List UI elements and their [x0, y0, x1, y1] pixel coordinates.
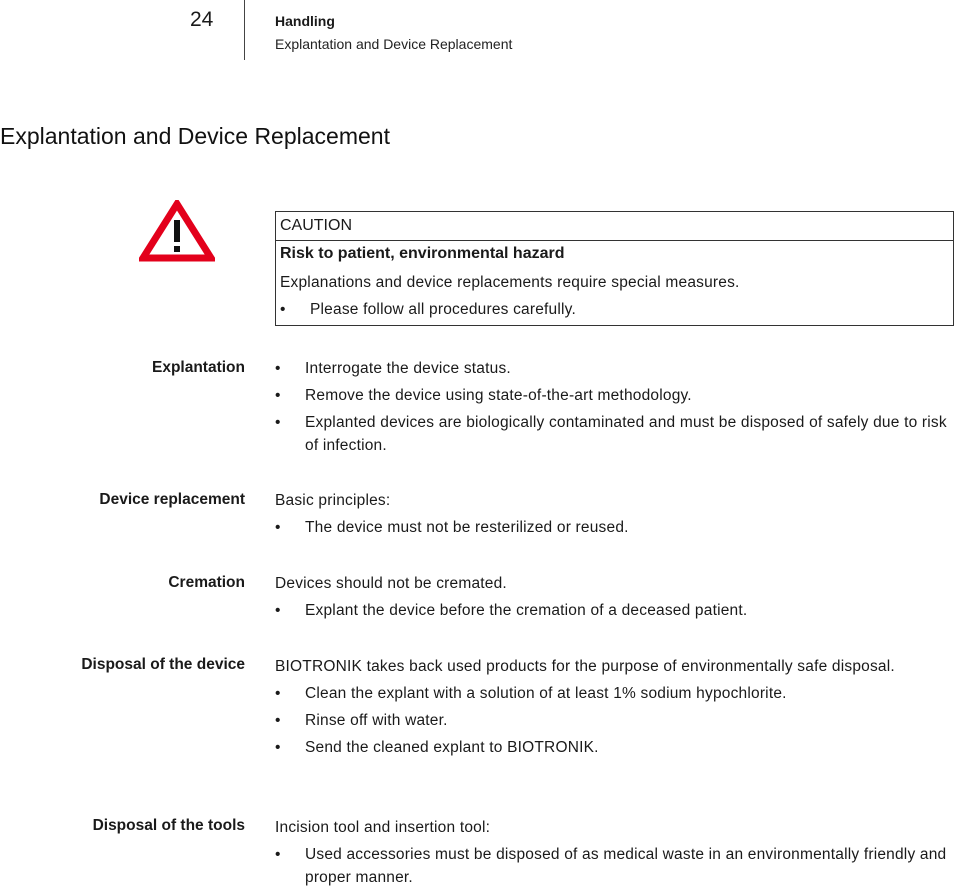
section-body-device-replacement: [275, 489, 955, 539]
list-item: • Rinse off with water.: [275, 709, 955, 732]
list-item: • The device must not be resterilized or reused.: [275, 516, 955, 539]
bullet-mark: •: [275, 360, 281, 377]
bullet-mark: •: [275, 414, 281, 431]
bullet-list: [275, 516, 955, 539]
bullet-list: [275, 682, 955, 759]
caution-box: [275, 211, 954, 326]
caution-subheading: Risk to patient, environmental hazard: [280, 245, 565, 262]
bullet-mark: •: [275, 685, 281, 702]
section-body-disposal-device: [275, 655, 955, 759]
section-label-disposal-tools: Disposal of the tools: [92, 817, 245, 834]
page-number: 24: [190, 8, 214, 31]
caution-heading: CAUTION: [276, 212, 953, 241]
list-item: • Send the cleaned explant to BIOTRONIK.: [275, 736, 955, 759]
section-intro: Incision tool and insertion tool:: [275, 819, 491, 836]
page-title: Explantation and Device Replacement: [0, 123, 390, 149]
bullet-list: [275, 357, 955, 457]
bullet-mark: •: [275, 602, 281, 619]
section-label-device-replacement: Device replacement: [99, 491, 245, 508]
list-item: • Interrogate the device status.: [275, 357, 955, 380]
bullet-mark: •: [275, 846, 281, 863]
list-item: • Used accessories must be disposed of as medical waste in an environmentally friendly and proper manner.: [275, 843, 955, 889]
section-intro: Devices should not be cremated.: [275, 575, 507, 592]
section-intro: BIOTRONIK takes back used products for the purpose of environmentally safe disposal.: [275, 658, 895, 675]
section-body-explantation: [275, 357, 955, 457]
section-body-cremation: [275, 572, 955, 622]
bullet-mark: •: [275, 712, 281, 729]
bullet-mark: •: [275, 739, 281, 756]
bullet-mark: •: [275, 387, 281, 404]
section-label-cremation: Cremation: [168, 574, 245, 591]
warning-triangle-icon: [139, 200, 215, 262]
section-label-disposal-device: Disposal of the device: [81, 656, 245, 673]
section-intro: Basic principles:: [275, 492, 391, 509]
list-item: • Clean the explant with a solution of at least 1% sodium hypochlorite.: [275, 682, 955, 705]
header-chapter: Handling: [275, 13, 335, 29]
bullet-mark: •: [280, 301, 286, 318]
caution-bullet-text: Please follow all procedures carefully.: [310, 301, 576, 318]
section-label-explantation: Explantation: [151, 359, 245, 376]
list-item: • Explant the device before the cremation of a deceased patient.: [275, 599, 955, 622]
caution-bullet: [276, 293, 953, 320]
bullet-list: [275, 599, 955, 622]
caution-text: Explanations and device replacements require special measures.: [280, 274, 740, 291]
header-divider: [244, 0, 245, 60]
list-item: • Explanted devices are biologically contaminated and must be disposed of safely due to risk of infection.: [275, 411, 955, 457]
bullet-mark: •: [275, 519, 281, 536]
list-item: • Remove the device using state-of-the-art methodology.: [275, 384, 955, 407]
section-body-disposal-tools: [275, 816, 955, 889]
header-section: Explantation and Device Replacement: [275, 36, 513, 52]
bullet-list: [275, 843, 955, 889]
